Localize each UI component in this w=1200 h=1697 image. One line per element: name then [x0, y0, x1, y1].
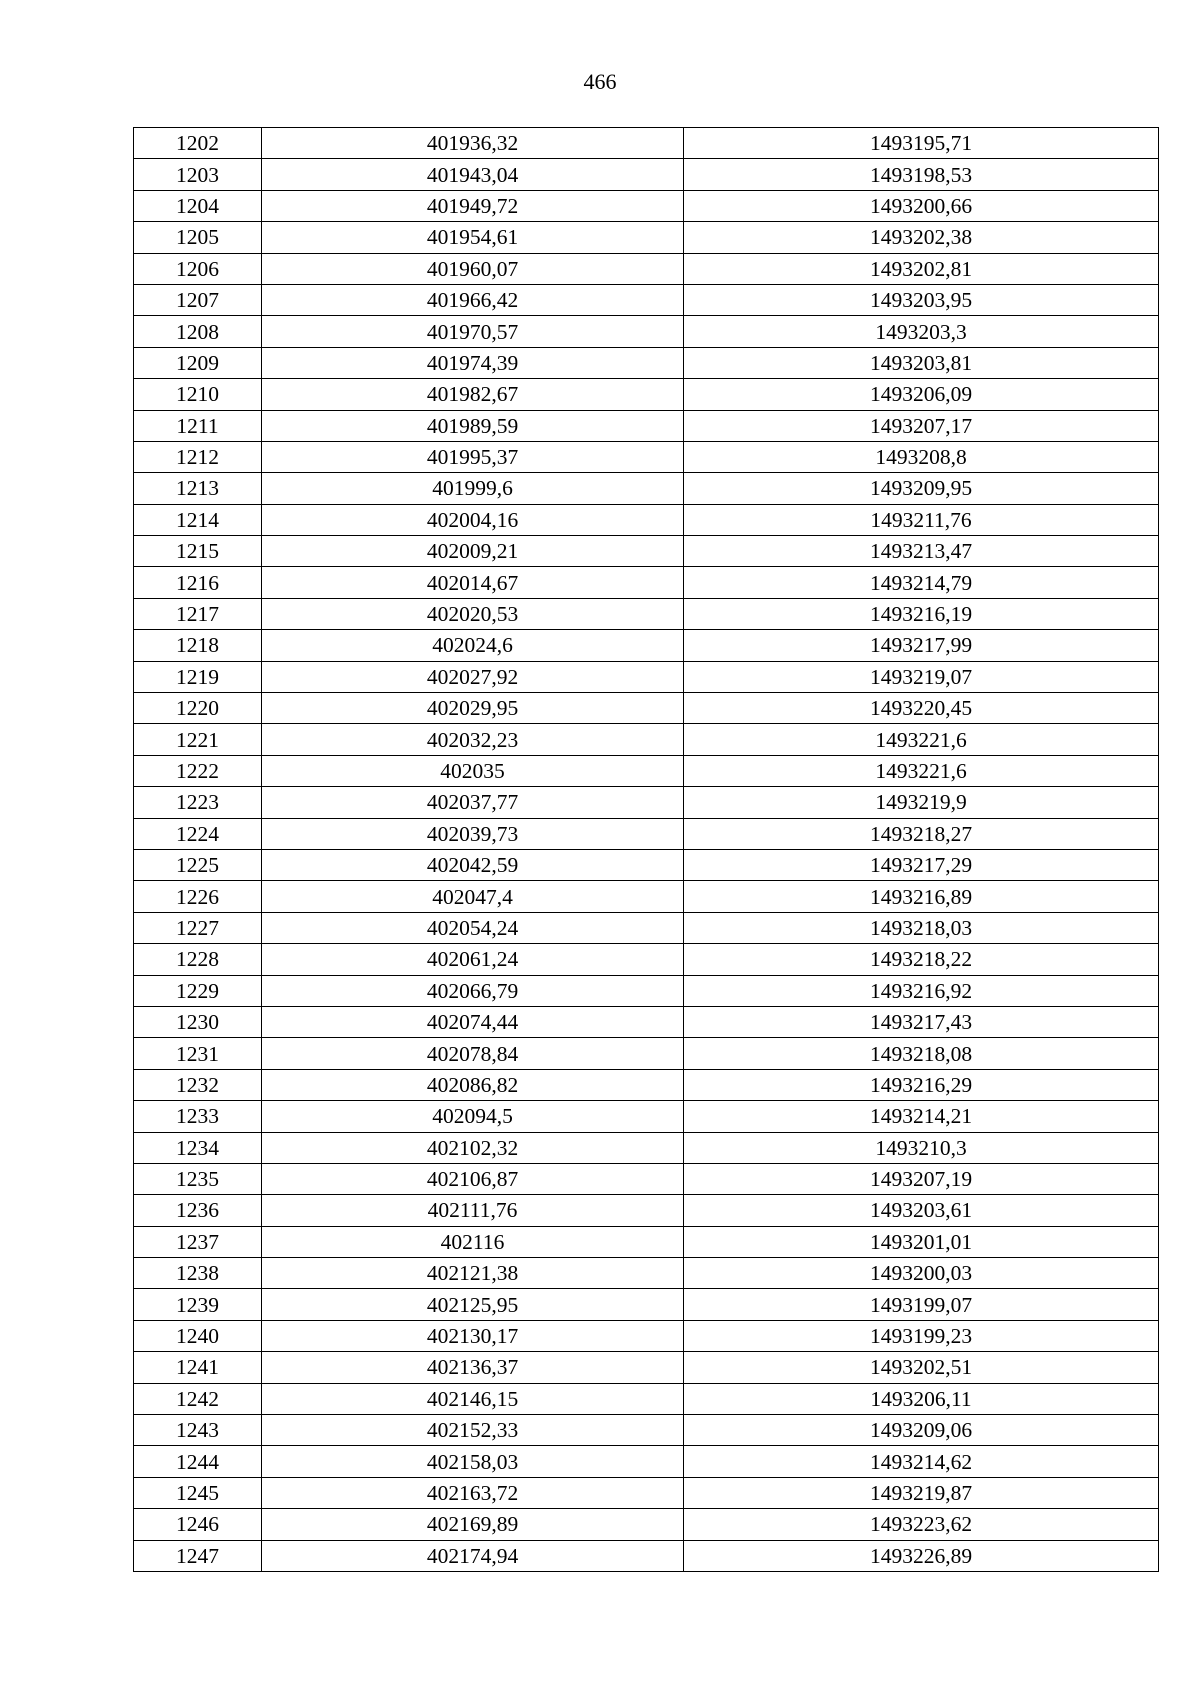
table-row: [134, 1383, 1159, 1414]
x-coordinate-cell: 401966,42: [262, 284, 684, 315]
y-coordinate-cell: 1493208,8: [684, 441, 1159, 472]
table-row: [134, 1352, 1159, 1383]
table-row: [134, 1540, 1159, 1571]
x-coordinate-cell: 402136,37: [262, 1352, 684, 1383]
table-row: [134, 881, 1159, 912]
table-row: [134, 159, 1159, 190]
y-coordinate-cell: 1493213,47: [684, 536, 1159, 567]
x-coordinate-cell: 401943,04: [262, 159, 684, 190]
point-number-cell: 1233: [134, 1101, 262, 1132]
x-coordinate-cell: 401960,07: [262, 253, 684, 284]
x-coordinate-cell: 401989,59: [262, 410, 684, 441]
point-number-cell: 1215: [134, 536, 262, 567]
table-row: [134, 1320, 1159, 1351]
table-row: [134, 128, 1159, 159]
y-coordinate-cell: 1493202,38: [684, 222, 1159, 253]
point-number-cell: 1239: [134, 1289, 262, 1320]
x-coordinate-cell: 402020,53: [262, 598, 684, 629]
table-row: [134, 1006, 1159, 1037]
point-number-cell: 1224: [134, 818, 262, 849]
y-coordinate-cell: 1493223,62: [684, 1509, 1159, 1540]
y-coordinate-cell: 1493210,3: [684, 1132, 1159, 1163]
point-number-cell: 1244: [134, 1446, 262, 1477]
table-row: [134, 1415, 1159, 1446]
point-number-cell: 1204: [134, 190, 262, 221]
y-coordinate-cell: 1493219,87: [684, 1477, 1159, 1508]
x-coordinate-cell: 402158,03: [262, 1446, 684, 1477]
table-row: [134, 222, 1159, 253]
y-coordinate-cell: 1493218,22: [684, 944, 1159, 975]
table-row: [134, 473, 1159, 504]
x-coordinate-cell: 402152,33: [262, 1415, 684, 1446]
y-coordinate-cell: 1493217,29: [684, 849, 1159, 880]
y-coordinate-cell: 1493216,29: [684, 1069, 1159, 1100]
table-row: [134, 944, 1159, 975]
point-number-cell: 1205: [134, 222, 262, 253]
x-coordinate-cell: 402125,95: [262, 1289, 684, 1320]
x-coordinate-cell: 402111,76: [262, 1195, 684, 1226]
x-coordinate-cell: 402174,94: [262, 1540, 684, 1571]
table-row: [134, 1195, 1159, 1226]
y-coordinate-cell: 1493218,27: [684, 818, 1159, 849]
table-row: [134, 441, 1159, 472]
point-number-cell: 1247: [134, 1540, 262, 1571]
x-coordinate-cell: 401954,61: [262, 222, 684, 253]
point-number-cell: 1220: [134, 693, 262, 724]
table-row: [134, 1069, 1159, 1100]
x-coordinate-cell: 402116: [262, 1226, 684, 1257]
point-number-cell: 1241: [134, 1352, 262, 1383]
point-number-cell: 1222: [134, 755, 262, 786]
point-number-cell: 1214: [134, 504, 262, 535]
y-coordinate-cell: 1493219,07: [684, 661, 1159, 692]
point-number-cell: 1228: [134, 944, 262, 975]
point-number-cell: 1238: [134, 1258, 262, 1289]
table-row: [134, 347, 1159, 378]
point-number-cell: 1226: [134, 881, 262, 912]
y-coordinate-cell: 1493221,6: [684, 755, 1159, 786]
table-row: [134, 724, 1159, 755]
x-coordinate-cell: 401970,57: [262, 316, 684, 347]
point-number-cell: 1227: [134, 912, 262, 943]
table-row: [134, 1132, 1159, 1163]
y-coordinate-cell: 1493206,11: [684, 1383, 1159, 1414]
point-number-cell: 1211: [134, 410, 262, 441]
point-number-cell: 1243: [134, 1415, 262, 1446]
point-number-cell: 1207: [134, 284, 262, 315]
point-number-cell: 1235: [134, 1163, 262, 1194]
y-coordinate-cell: 1493209,95: [684, 473, 1159, 504]
y-coordinate-cell: 1493219,9: [684, 787, 1159, 818]
y-coordinate-cell: 1493199,07: [684, 1289, 1159, 1320]
point-number-cell: 1213: [134, 473, 262, 504]
x-coordinate-cell: 402024,6: [262, 630, 684, 661]
table-row: [134, 1101, 1159, 1132]
y-coordinate-cell: 1493214,21: [684, 1101, 1159, 1132]
point-number-cell: 1229: [134, 975, 262, 1006]
y-coordinate-cell: 1493214,79: [684, 567, 1159, 598]
table-row: [134, 504, 1159, 535]
y-coordinate-cell: 1493203,81: [684, 347, 1159, 378]
x-coordinate-cell: 402047,4: [262, 881, 684, 912]
y-coordinate-cell: 1493217,99: [684, 630, 1159, 661]
x-coordinate-cell: 402169,89: [262, 1509, 684, 1540]
x-coordinate-cell: 402102,32: [262, 1132, 684, 1163]
x-coordinate-cell: 402035: [262, 755, 684, 786]
y-coordinate-cell: 1493198,53: [684, 159, 1159, 190]
point-number-cell: 1216: [134, 567, 262, 598]
point-number-cell: 1231: [134, 1038, 262, 1069]
y-coordinate-cell: 1493203,61: [684, 1195, 1159, 1226]
x-coordinate-cell: 402061,24: [262, 944, 684, 975]
x-coordinate-cell: 402074,44: [262, 1006, 684, 1037]
table-row: [134, 316, 1159, 347]
x-coordinate-cell: 402094,5: [262, 1101, 684, 1132]
table-row: [134, 755, 1159, 786]
y-coordinate-cell: 1493199,23: [684, 1320, 1159, 1351]
table-row: [134, 1477, 1159, 1508]
x-coordinate-cell: 402146,15: [262, 1383, 684, 1414]
table-row: [134, 1038, 1159, 1069]
point-number-cell: 1234: [134, 1132, 262, 1163]
point-number-cell: 1206: [134, 253, 262, 284]
point-number-cell: 1203: [134, 159, 262, 190]
y-coordinate-cell: 1493211,76: [684, 504, 1159, 535]
x-coordinate-cell: 402029,95: [262, 693, 684, 724]
y-coordinate-cell: 1493203,95: [684, 284, 1159, 315]
point-number-cell: 1202: [134, 128, 262, 159]
x-coordinate-cell: 402121,38: [262, 1258, 684, 1289]
point-number-cell: 1209: [134, 347, 262, 378]
y-coordinate-cell: 1493221,6: [684, 724, 1159, 755]
point-number-cell: 1208: [134, 316, 262, 347]
point-number-cell: 1223: [134, 787, 262, 818]
table-row: [134, 536, 1159, 567]
point-number-cell: 1237: [134, 1226, 262, 1257]
point-number-cell: 1217: [134, 598, 262, 629]
x-coordinate-cell: 402039,73: [262, 818, 684, 849]
point-number-cell: 1246: [134, 1509, 262, 1540]
x-coordinate-cell: 401995,37: [262, 441, 684, 472]
y-coordinate-cell: 1493201,01: [684, 1226, 1159, 1257]
x-coordinate-cell: 402163,72: [262, 1477, 684, 1508]
table-row: [134, 912, 1159, 943]
x-coordinate-cell: 402004,16: [262, 504, 684, 535]
x-coordinate-cell: 402106,87: [262, 1163, 684, 1194]
coordinates-table-body: [134, 128, 1159, 1572]
point-number-cell: 1236: [134, 1195, 262, 1226]
y-coordinate-cell: 1493200,03: [684, 1258, 1159, 1289]
table-row: [134, 661, 1159, 692]
table-row: [134, 190, 1159, 221]
x-coordinate-cell: 401982,67: [262, 379, 684, 410]
y-coordinate-cell: 1493202,51: [684, 1352, 1159, 1383]
table-row: [134, 379, 1159, 410]
point-number-cell: 1232: [134, 1069, 262, 1100]
table-row: [134, 598, 1159, 629]
table-row: [134, 1446, 1159, 1477]
y-coordinate-cell: 1493206,09: [684, 379, 1159, 410]
point-number-cell: 1210: [134, 379, 262, 410]
y-coordinate-cell: 1493214,62: [684, 1446, 1159, 1477]
point-number-cell: 1219: [134, 661, 262, 692]
point-number-cell: 1245: [134, 1477, 262, 1508]
x-coordinate-cell: 402086,82: [262, 1069, 684, 1100]
point-number-cell: 1242: [134, 1383, 262, 1414]
table-row: [134, 1509, 1159, 1540]
x-coordinate-cell: 402078,84: [262, 1038, 684, 1069]
table-row: [134, 253, 1159, 284]
y-coordinate-cell: 1493220,45: [684, 693, 1159, 724]
y-coordinate-cell: 1493217,43: [684, 1006, 1159, 1037]
x-coordinate-cell: 402014,67: [262, 567, 684, 598]
x-coordinate-cell: 401949,72: [262, 190, 684, 221]
point-number-cell: 1221: [134, 724, 262, 755]
table-row: [134, 284, 1159, 315]
y-coordinate-cell: 1493207,19: [684, 1163, 1159, 1194]
table-row: [134, 849, 1159, 880]
table-row: [134, 1163, 1159, 1194]
page-number: 466: [583, 69, 617, 94]
y-coordinate-cell: 1493209,06: [684, 1415, 1159, 1446]
y-coordinate-cell: 1493218,03: [684, 912, 1159, 943]
table-row: [134, 787, 1159, 818]
table-row: [134, 630, 1159, 661]
y-coordinate-cell: 1493195,71: [684, 128, 1159, 159]
point-number-cell: 1230: [134, 1006, 262, 1037]
table-row: [134, 818, 1159, 849]
x-coordinate-cell: 402037,77: [262, 787, 684, 818]
x-coordinate-cell: 402054,24: [262, 912, 684, 943]
x-coordinate-cell: 401999,6: [262, 473, 684, 504]
table-row: [134, 567, 1159, 598]
table-row: [134, 1226, 1159, 1257]
point-number-cell: 1218: [134, 630, 262, 661]
y-coordinate-cell: 1493202,81: [684, 253, 1159, 284]
table-row: [134, 1289, 1159, 1320]
x-coordinate-cell: 402032,23: [262, 724, 684, 755]
table-row: [134, 1258, 1159, 1289]
x-coordinate-cell: 402130,17: [262, 1320, 684, 1351]
x-coordinate-cell: 402042,59: [262, 849, 684, 880]
point-number-cell: 1212: [134, 441, 262, 472]
y-coordinate-cell: 1493207,17: [684, 410, 1159, 441]
y-coordinate-cell: 1493216,92: [684, 975, 1159, 1006]
x-coordinate-cell: 401974,39: [262, 347, 684, 378]
x-coordinate-cell: 402027,92: [262, 661, 684, 692]
x-coordinate-cell: 402009,21: [262, 536, 684, 567]
y-coordinate-cell: 1493200,66: [684, 190, 1159, 221]
table-row: [134, 693, 1159, 724]
y-coordinate-cell: 1493218,08: [684, 1038, 1159, 1069]
y-coordinate-cell: 1493216,19: [684, 598, 1159, 629]
table-row: [134, 975, 1159, 1006]
y-coordinate-cell: 1493203,3: [684, 316, 1159, 347]
y-coordinate-cell: 1493216,89: [684, 881, 1159, 912]
x-coordinate-cell: 402066,79: [262, 975, 684, 1006]
coordinates-table: [133, 127, 1159, 1572]
y-coordinate-cell: 1493226,89: [684, 1540, 1159, 1571]
point-number-cell: 1240: [134, 1320, 262, 1351]
x-coordinate-cell: 401936,32: [262, 128, 684, 159]
table-row: [134, 410, 1159, 441]
point-number-cell: 1225: [134, 849, 262, 880]
